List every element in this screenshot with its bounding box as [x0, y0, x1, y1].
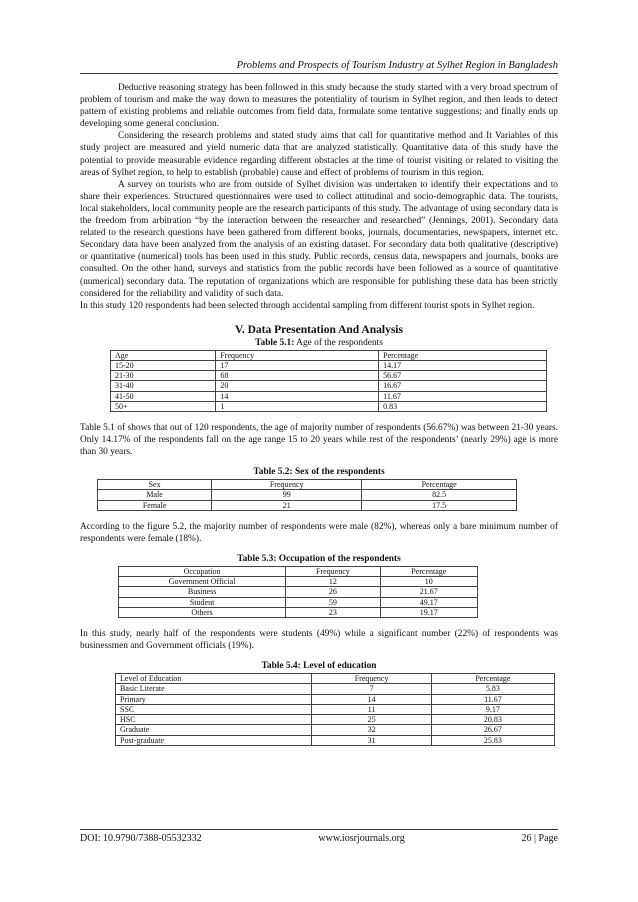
table-row — [98, 490, 517, 500]
table-age — [110, 350, 547, 412]
table-cell: 14.17 — [379, 360, 547, 370]
table-sex — [97, 479, 517, 511]
table-cell: Female — [98, 500, 212, 510]
table-education — [115, 673, 555, 745]
table-cell: 31-40 — [111, 381, 216, 391]
table-cell: 21-30 — [111, 371, 216, 381]
table-cell: 32 — [312, 725, 431, 735]
footer-page: 26 | Page — [521, 833, 558, 844]
table-cell: 50+ — [111, 401, 216, 411]
table-cell: 14 — [216, 391, 379, 401]
paragraph-quantitative: Considering the research problems and stated study aims that call for quantitative method and It Variables of this study project are measured and yield numeric data that are analyzed statistically. Quantitative data of this study have the potential to provide measurable evidence regarding different obstacles at the time of tourist visiting or related to visiting the areas of Sylhet region, to help to establish (probable) cause and effect of problems of tourism in this region. — [80, 131, 558, 178]
table-row — [116, 715, 555, 725]
running-title: Problems and Prospects of Tourism Industry at Sylhet Region in Bangladesh — [236, 60, 558, 71]
table-row — [116, 694, 555, 704]
table-cell: 10 — [380, 577, 477, 587]
page-footer — [80, 829, 558, 844]
table-occupation — [118, 566, 478, 618]
table-row — [116, 684, 555, 694]
table-header-row — [111, 350, 547, 360]
table-cell: Male — [98, 490, 212, 500]
table-cell: 1 — [216, 401, 379, 411]
table-header-cell: Percentage — [379, 350, 547, 360]
table-row — [116, 735, 555, 745]
page-content — [80, 82, 558, 746]
table4-caption: Table 5.4: Level of education — [261, 661, 377, 672]
table-cell: 17.5 — [362, 500, 517, 510]
table-header-cell: Frequency — [312, 674, 431, 684]
table-cell: 26.67 — [431, 725, 554, 735]
table-header-cell: Level of Education — [116, 674, 312, 684]
section-title: V. Data Presentation And Analysis — [235, 323, 403, 336]
table-cell: 56.67 — [379, 371, 547, 381]
table-cell: HSC — [116, 715, 312, 725]
table-cell: SSC — [116, 704, 312, 714]
table-cell: 25 — [312, 715, 431, 725]
table-cell: 14 — [312, 694, 431, 704]
table-cell: 9.17 — [431, 704, 554, 714]
table-cell: 20 — [216, 381, 379, 391]
table-header-cell: Percentage — [362, 480, 517, 490]
table-cell: 12 — [286, 577, 380, 587]
table1-caption — [80, 338, 558, 348]
footer-doi: DOI: 10.9790/7388-05532332 — [80, 833, 202, 844]
table-header-row — [119, 567, 478, 577]
table-cell: 7 — [312, 684, 431, 694]
paragraph-sampling: In this study 120 respondents had been selected through accidental sampling from different tourist spots in Sylhet region. — [80, 300, 535, 311]
table-row — [111, 371, 547, 381]
table-cell: Government Official — [119, 577, 286, 587]
table-cell: 99 — [212, 490, 362, 500]
table-header-row — [116, 674, 555, 684]
table-row — [98, 500, 517, 510]
paragraph-age-analysis: Table 5.1 of shows that out of 120 respondents, the age of majority number of respondents (56.67%) was between 21-30 years. Only 14.17% of the respondents fall on the age range 15 to 20 years while rest of the respondents’ (nearly 29%) age is more than 30 years. — [80, 423, 558, 458]
table-cell: Graduate — [116, 725, 312, 735]
table-row — [111, 381, 547, 391]
table-header-row — [98, 480, 517, 490]
table-cell: 26 — [286, 587, 380, 597]
table-cell: 82.5 — [362, 490, 517, 500]
table-row — [119, 587, 478, 597]
table1-caption-text: Age of the respondents — [294, 337, 383, 348]
table-header-cell: Percentage — [380, 567, 477, 577]
table-cell: 11.67 — [431, 694, 554, 704]
table-cell: Post-graduate — [116, 735, 312, 745]
table-cell: 25.83 — [431, 735, 554, 745]
footer-site: www.iosrjournals.org — [318, 833, 405, 844]
paragraph-survey: A survey on tourists who are from outside of Sylhet division was undertaken to identify their expectations and to share their experiences. Structured questionnaires were used to collect attitudinal and socio-demographic data. The tourists, local stakeholders, local community people are the research participants of this study. The advantage of using secondary data is the freedom from arbitration “by the interaction between the researcher and researched” (Jennings, 2001). Secondary data related to the research questions have been gathered from different books, journals, documentaries, newspapers, internet etc. Secondary data have been analyzed from the analysis of an existing dataset. For secondary data both qualitative (descriptive) or quantitative (numerical) tools has been used in this study. Public records, census data, newspapers and journals, books are consulted. On the other hand, surveys and statistics from the public records have been followed as a source of quantitative (numerical) secondary data. The reputation of organizations which are responsible for publishing these data has been strictly considered for the reliability and validity of such data. — [80, 179, 558, 299]
table1-caption-label: Table 5.1: — [255, 337, 295, 348]
table-cell: Student — [119, 597, 286, 607]
table-row — [119, 597, 478, 607]
running-header — [80, 60, 558, 74]
table-cell: 59 — [286, 597, 380, 607]
table-cell: 23 — [286, 607, 380, 617]
table-cell: 17 — [216, 360, 379, 370]
paragraph-deductive: Deductive reasoning strategy has been followed in this study because the study started with a very broad spectrum of problem of tourism and make the way down to measures the potentiality of tourism in Sylhet region, and then leads to detect pattern of existing problems and reliable outcomes from field data, formulate some tentative suggestions; and finally ends up developing some general conclusion. — [80, 83, 558, 130]
table-header-cell: Occupation — [119, 567, 286, 577]
table-cell: Others — [119, 607, 286, 617]
table-cell: 68 — [216, 371, 379, 381]
table-cell: 11 — [312, 704, 431, 714]
table-row — [116, 704, 555, 714]
table-cell: Business — [119, 587, 286, 597]
table-cell: 15-20 — [111, 360, 216, 370]
table-cell: 16.67 — [379, 381, 547, 391]
table-row — [111, 391, 547, 401]
paragraph-sex-analysis: According to the figure 5.2, the majority number of respondents were male (82%), whereas only a bare minimum number of respondents were female (18%). — [80, 521, 558, 544]
table-header-cell: Frequency — [286, 567, 380, 577]
table-cell: 31 — [312, 735, 431, 745]
table-cell: 19.17 — [380, 607, 477, 617]
table-header-cell: Percentage — [431, 674, 554, 684]
table-cell: 20.83 — [431, 715, 554, 725]
table-cell: Primary — [116, 694, 312, 704]
table-cell: 21 — [212, 500, 362, 510]
paragraph-occupation-analysis: In this study, nearly half of the respondents were students (49%) while a significant number (22%) of respondents was businessmen and Government officials (19%). — [80, 629, 558, 652]
table-row — [111, 360, 547, 370]
table-row — [119, 607, 478, 617]
table-cell: Basic Literate — [116, 684, 312, 694]
table-cell: 5.83 — [431, 684, 554, 694]
table-header-cell: Age — [111, 350, 216, 360]
table-row — [111, 401, 547, 411]
table-cell: 41-50 — [111, 391, 216, 401]
table3-caption: Table 5.3: Occupation of the respondents — [237, 554, 401, 565]
table2-caption: Table 5.2: Sex of the respondents — [253, 467, 385, 478]
table-header-cell: Frequency — [212, 480, 362, 490]
table-row — [116, 725, 555, 735]
table-cell: 11.67 — [379, 391, 547, 401]
table-header-cell: Sex — [98, 480, 212, 490]
table-row — [119, 577, 478, 587]
table-cell: 0.83 — [379, 401, 547, 411]
table-cell: 21.67 — [380, 587, 477, 597]
table-header-cell: Frequency — [216, 350, 379, 360]
table-cell: 49.17 — [380, 597, 477, 607]
